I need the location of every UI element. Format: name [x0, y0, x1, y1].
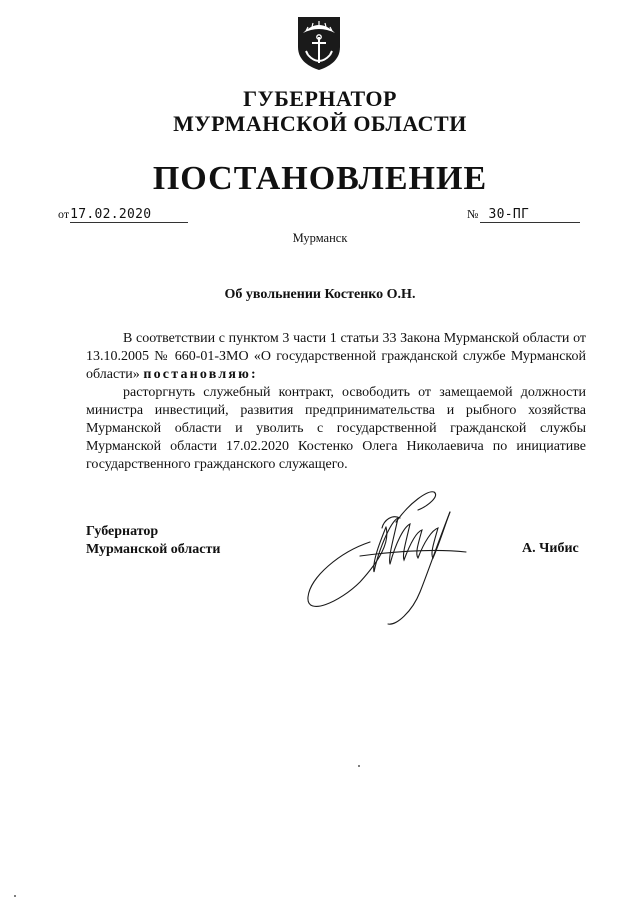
- signatory-position-line-1: Губернатор: [86, 524, 159, 539]
- body-paragraph-1-text: В соответствии с пунктом 3 части 1 статьи 33 Закона Мурманской области от 13.10.2005 № 660-01-ЗМО «О государственной гражданской службе Мурманской области»: [86, 331, 586, 382]
- date-field: [58, 207, 188, 223]
- document-subject: Об увольнении Костенко О.Н.: [224, 287, 416, 302]
- number-field: [467, 207, 580, 223]
- scan-speck: [14, 895, 16, 897]
- date-value: 17.02.2020: [70, 207, 152, 222]
- handwritten-signature-icon: [300, 482, 490, 632]
- city-label: Мурманск: [292, 231, 348, 245]
- header-line-2: МУРМАНСКОЙ ОБЛАСТИ: [173, 111, 467, 136]
- decree-keyword: постановляю:: [143, 367, 258, 382]
- signatory-name: А. Чибис: [522, 541, 579, 556]
- scan-speck: [358, 765, 360, 767]
- signatory-position-line-2: Мурманской области: [86, 542, 221, 557]
- number-value: 30-ПГ: [488, 207, 530, 222]
- coat-of-arms-icon: [294, 13, 344, 71]
- body-paragraph-2: расторгнуть служебный контракт, освободить от замещаемой должности министра инвестиций, развития предпринимательства и рыбного хозяйства Мурманской области и уволить с государственной гражданской службы Мурманской области 17.02.2020 Костенко Олега Николаевича по инициативе государственного гражданского служащего.: [86, 385, 586, 472]
- document-body: [86, 330, 586, 474]
- document-type-title: ПОСТАНОВЛЕНИЕ: [152, 160, 488, 197]
- number-prefix: №: [467, 207, 479, 221]
- signatory-position: [86, 523, 220, 559]
- header-line-1: ГУБЕРНАТОР: [243, 86, 397, 111]
- date-prefix: от: [58, 207, 70, 221]
- body-paragraph-1: [86, 330, 586, 384]
